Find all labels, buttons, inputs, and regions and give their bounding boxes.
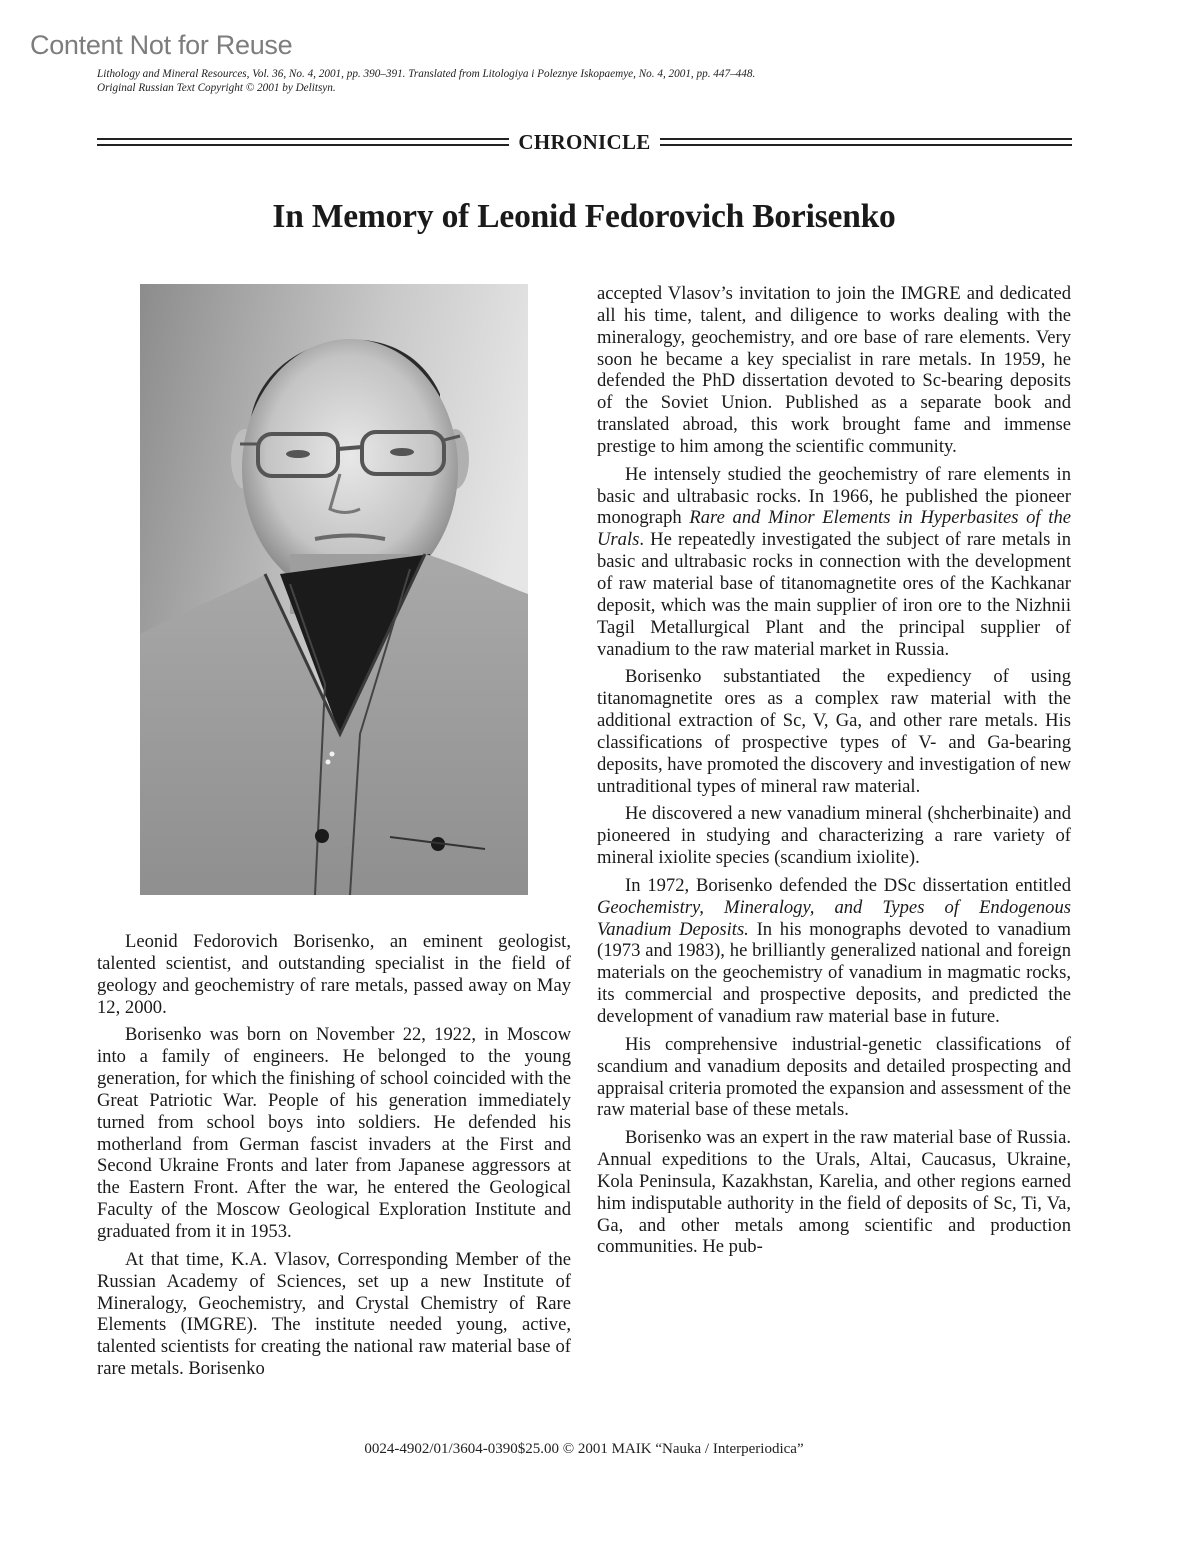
copyright-line: Original Russian Text Copyright © 2001 by Delitsyn.: [97, 82, 336, 94]
portrait-photo: [140, 284, 528, 895]
right-column: [597, 283, 1071, 1264]
dissertation-title: Geochemistry, Mineralogy, and Types of Endogenous Vanadium Deposits.: [597, 896, 1071, 940]
paragraph: Borisenko substantiated the expediency of using titanomagnetite ores as a complex raw material with the additional extraction of Sc, V, Ga, and other rare metals. His classifications of prospective types of V- and Ga-bearing deposits, have promoted the discovery and investigation of new untraditional types of mineral raw material.: [597, 666, 1071, 797]
section-label: CHRONICLE: [518, 129, 651, 154]
watermark: Content Not for Reuse: [30, 30, 293, 60]
double-rule-right: [660, 138, 1072, 146]
monograph-title: Rare and Minor Elements in Hyperbasites of the Urals: [597, 507, 1071, 551]
journal-citation: Lithology and Mineral Resources, Vol. 36, No. 4, 2001, pp. 390–391. Translated from Litologiya i Poleznye Iskopaemye, No. 4, 2001, pp. 447–448.: [97, 68, 756, 80]
paragraph: [597, 464, 1071, 661]
paragraph: His comprehensive industrial-genetic classifications of scandium and vanadium deposits and detailed prospecting and appraisal criteria promoted the expansion and assessment of the raw material base of these metals.: [597, 1033, 1071, 1121]
paragraph: [597, 875, 1071, 1028]
paragraph: Borisenko was born on November 22, 1922, in Moscow into a family of engineers. He belonged to the young generation, for which the finishing of school coincided with the Great Patriotic War. People of his generation immediately turned from school boys into soldiers. He defended his motherland from German fascist invaders at the First and Second Ukraine Fronts and later from Japanese aggressors at the Eastern Front. After the war, he entered the Geological Faculty of the Moscow Geological Exploration Institute and graduated from it in 1953.: [97, 1024, 571, 1242]
section-header: [97, 130, 1072, 154]
text: . He repeatedly investigated the subject of rare metals in basic and ultrabasic rocks in connection with the development of raw material base of titanomagnetite ores of the Kachkanar deposit, which was the main supplier of iron ore to the Nizhnii Tagil Metallurgical Plant and the principal supplier of vanadium to the raw material market in Russia.: [597, 529, 1071, 660]
text: He intensely studied the geochemistry of rare elements in basic and ultrabasic rocks. In 1966, he published the pioneer monograph: [597, 463, 1071, 529]
paragraph: Borisenko was an expert in the raw material base of Russia. Annual expeditions to the Urals, Altai, Caucasus, Ukraine, Kola Peninsula, Kazakhstan, Karelia, and other regions earned him indisputable authority in the field of deposits of Sc, Ti, Va, Ga, and other metals among scientific and production communities. He pub-: [597, 1127, 1071, 1258]
paragraph: He discovered a new vanadium mineral (shcherbinaite) and pioneered in studying and characterizing a rare variety of mineral ixiolite species (scandium ixiolite).: [597, 803, 1071, 869]
paragraph: accepted Vlasov’s invitation to join the IMGRE and dedicated all his time, talent, and diligence to works dealing with the mineralogy, geochemistry, and ore base of rare elements. Very soon he became a key specialist in rare metals. In 1959, he defended the PhD dissertation devoted to Sc-bearing deposits of the Soviet Union. Published as a separate book and translated abroad, this work brought fame and immense prestige to him among the scientific community.: [597, 283, 1071, 457]
double-rule-left: [97, 138, 509, 146]
footer-copyright: 0024-4902/01/3604-0390$25.00 © 2001 MAIK “Nauka / Interperiodica”: [364, 1441, 804, 1457]
text: In his monographs devoted to vanadium (1973 and 1983), he brilliantly generalized national and foreign materials on the geochemistry of vanadium in magmatic rocks, its commercial and prospective deposits, and predicted the development of vanadium raw material base in future.: [597, 918, 1071, 1027]
paragraph: At that time, K.A. Vlasov, Corresponding Member of the Russian Academy of Sciences, set up a new Institute of Mineralogy, Geochemistry, and Crystal Chemistry of Rare Elements (IMGRE). The institute needed young, active, talented scientists for creating the national raw material base of rare metals. Borisenko: [97, 1248, 571, 1380]
portrait-image: [140, 284, 528, 895]
text: In 1972, Borisenko defended the DSc dissertation entitled: [625, 874, 1071, 896]
paragraph: Leonid Fedorovich Borisenko, an eminent geologist, talented scientist, and outstanding specialist in the field of geology and geochemistry of rare metals, passed away on May 12, 2000.: [97, 931, 571, 1018]
left-column: [97, 931, 571, 1386]
journal-header: [97, 67, 755, 95]
article-title: In Memory of Leonid Fedorovich Borisenko: [272, 198, 896, 235]
